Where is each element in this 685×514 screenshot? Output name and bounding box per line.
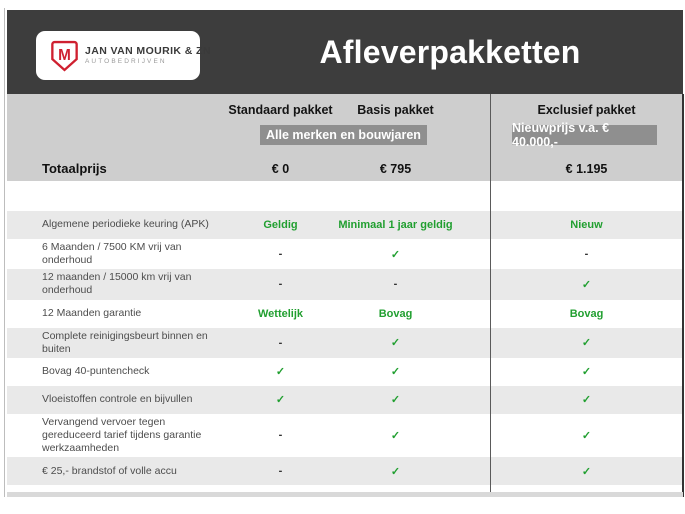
feature-label: Bovag 40-puntencheck (42, 365, 150, 378)
feature-label: Algemene periodieke keuring (APK) (42, 218, 209, 231)
cell-standaard: ✓ (275, 366, 286, 379)
right-border-rule (682, 94, 684, 497)
column-header-standaard: Standaard pakket (228, 103, 333, 117)
totals-row (7, 156, 683, 181)
totals-label: Totaalprijs (42, 161, 107, 176)
feature-label: 6 Maanden / 7500 KM vrij van onderhoud (42, 241, 182, 267)
cell-standaard: - (278, 429, 283, 442)
feature-label: € 25,- brandstof of volle accu (42, 464, 177, 477)
package-heads-row (7, 103, 683, 117)
table-row (7, 414, 683, 457)
table-row (7, 457, 683, 485)
cell-basis: Bovag (378, 307, 413, 320)
total-exclusief: € 1.195 (565, 161, 608, 176)
cell-exclusief: ✓ (581, 337, 592, 350)
feature-label: Vervangend vervoer tegen gereduceerd tarief tijdens garantie werkzaamheden (42, 415, 202, 454)
total-standaard: € 0 (271, 161, 290, 176)
cell-basis: Minimaal 1 jaar geldig (338, 219, 453, 231)
cell-standaard: - (278, 278, 283, 291)
brand-text (85, 46, 211, 66)
cell-exclusief: ✓ (581, 394, 592, 407)
feature-label: Vloeistoffen controle en bijvullen (42, 393, 193, 406)
table-row (7, 211, 683, 239)
left-border-rule (4, 8, 5, 497)
cell-standaard: - (278, 336, 283, 349)
cell-basis: ✓ (390, 394, 401, 407)
table-row (7, 300, 683, 328)
cell-standaard: Wettelijk (257, 307, 304, 320)
badge-nieuwprijs: Nieuwprijs v.a. € 40.000,- (512, 125, 657, 145)
shield-m-icon (51, 40, 78, 72)
feature-label: 12 Maanden garantie (42, 306, 142, 319)
cell-exclusief: Nieuw (570, 219, 603, 231)
column-header-exclusief: Exclusief pakket (537, 103, 636, 117)
cell-exclusief: - (584, 248, 589, 261)
table-row (7, 358, 683, 386)
brand-subtitle: AUTOBEDRIJVEN (85, 58, 167, 65)
header-bar (7, 10, 683, 94)
cell-basis: ✓ (390, 337, 401, 350)
cell-basis: - (393, 278, 398, 291)
brand-name: JAN VAN MOURIK & ZN (85, 44, 211, 57)
cell-exclusief: ✓ (581, 465, 592, 478)
feature-label: 12 maanden / 15000 km vrij van onderhoud (42, 271, 192, 297)
column-header-basis: Basis pakket (357, 103, 434, 117)
svg-text:M: M (58, 46, 71, 64)
feature-table (7, 211, 683, 485)
cell-standaard: - (278, 465, 283, 478)
content-frame (7, 10, 683, 485)
badge-alle-merken: Alle merken en bouwjaren (260, 125, 427, 145)
cell-standaard: Geldig (263, 219, 298, 231)
package-header-band (7, 94, 683, 181)
cell-standaard: - (278, 248, 283, 261)
cell-exclusief: ✓ (581, 429, 592, 442)
cell-exclusief: Bovag (569, 307, 604, 320)
cell-basis: ✓ (390, 465, 401, 478)
cell-basis: ✓ (390, 366, 401, 379)
column-divider (490, 94, 491, 497)
spacer (7, 181, 683, 211)
bottom-bar (7, 492, 683, 497)
cell-exclusief: ✓ (581, 278, 592, 291)
page-title: Afleverpakketten (319, 33, 581, 70)
table-row (7, 386, 683, 414)
table-row (7, 328, 683, 358)
cell-exclusief: ✓ (581, 366, 592, 379)
table-row (7, 269, 683, 299)
cell-basis: ✓ (390, 248, 401, 261)
feature-label: Complete reinigingsbeurt binnen en buiten (42, 329, 208, 355)
cell-standaard: ✓ (275, 394, 286, 407)
table-row (7, 239, 683, 269)
brand-logo (36, 31, 211, 80)
cell-basis: ✓ (390, 429, 401, 442)
total-basis: € 795 (379, 161, 412, 176)
